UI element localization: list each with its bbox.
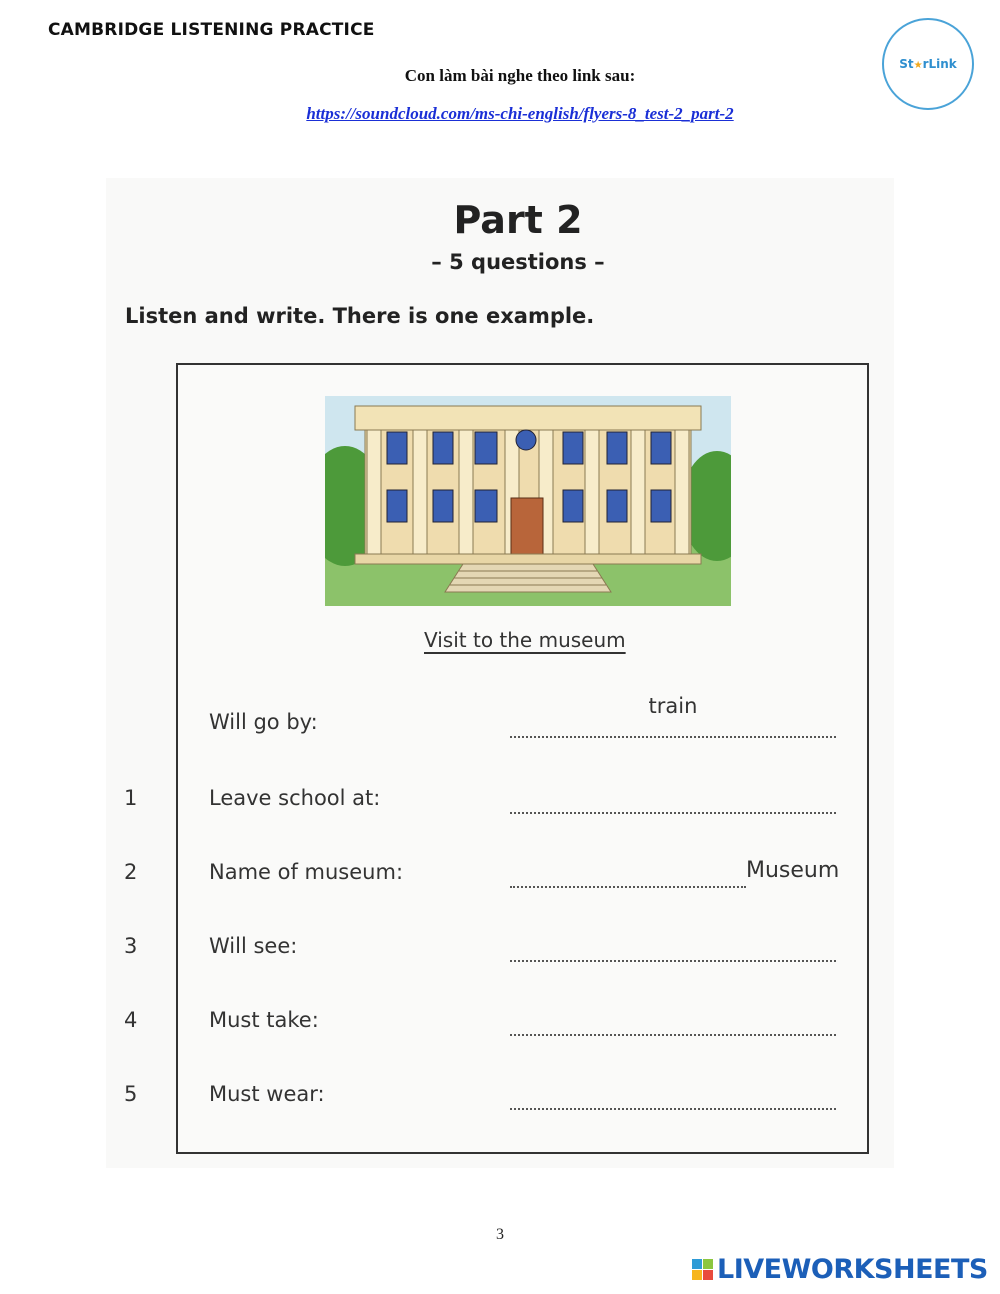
liveworksheets-mark-icon bbox=[692, 1259, 713, 1280]
starlink-logo-text: St★rLink bbox=[899, 57, 957, 71]
museum-suffix: Museum bbox=[746, 858, 840, 883]
answer-field-5[interactable] bbox=[510, 1080, 836, 1110]
question-number: 2 bbox=[124, 860, 138, 884]
question-number: 1 bbox=[124, 786, 138, 810]
part-subtitle: – 5 questions – bbox=[431, 250, 605, 274]
liveworksheets-logo bbox=[692, 1254, 988, 1285]
example-answer-field bbox=[510, 694, 836, 738]
answer-field-3[interactable] bbox=[510, 932, 836, 962]
question-row bbox=[0, 930, 1000, 970]
question-row bbox=[0, 856, 1000, 896]
example-answer: train bbox=[648, 694, 698, 718]
part-title: Part 2 bbox=[453, 198, 583, 242]
question-row bbox=[0, 782, 1000, 822]
answer-field-4[interactable] bbox=[510, 1006, 836, 1036]
directions-text: Listen and write. There is one example. bbox=[125, 304, 595, 328]
answer-field-1[interactable] bbox=[510, 784, 836, 814]
example-row bbox=[0, 694, 1000, 746]
liveworksheets-brand: LIVEWORKSHEETS bbox=[717, 1254, 988, 1285]
soundcloud-link[interactable]: https://soundcloud.com/ms-chi-english/flyers-8_test-2_part-2 bbox=[306, 104, 734, 123]
question-row bbox=[0, 1004, 1000, 1044]
question-number: 4 bbox=[124, 1008, 138, 1032]
question-label: Will see: bbox=[209, 934, 298, 958]
answer-field-2[interactable] bbox=[510, 858, 746, 888]
listening-instruction: Con làm bài nghe theo link sau: bbox=[404, 66, 636, 85]
question-label: Name of museum: bbox=[209, 860, 404, 884]
worksheet-header-title: CAMBRIDGE LISTENING PRACTICE bbox=[48, 20, 375, 40]
question-label: Leave school at: bbox=[209, 786, 381, 810]
starlink-logo bbox=[882, 18, 974, 110]
question-label: Must take: bbox=[209, 1008, 319, 1032]
question-row bbox=[0, 1078, 1000, 1118]
question-label: Must wear: bbox=[209, 1082, 325, 1106]
museum-illustration bbox=[325, 396, 731, 606]
question-number: 3 bbox=[124, 934, 138, 958]
question-number: 5 bbox=[124, 1082, 138, 1106]
example-label: Will go by: bbox=[209, 710, 318, 734]
visit-caption: Visit to the museum bbox=[424, 628, 626, 652]
page-number: 3 bbox=[496, 1226, 504, 1243]
